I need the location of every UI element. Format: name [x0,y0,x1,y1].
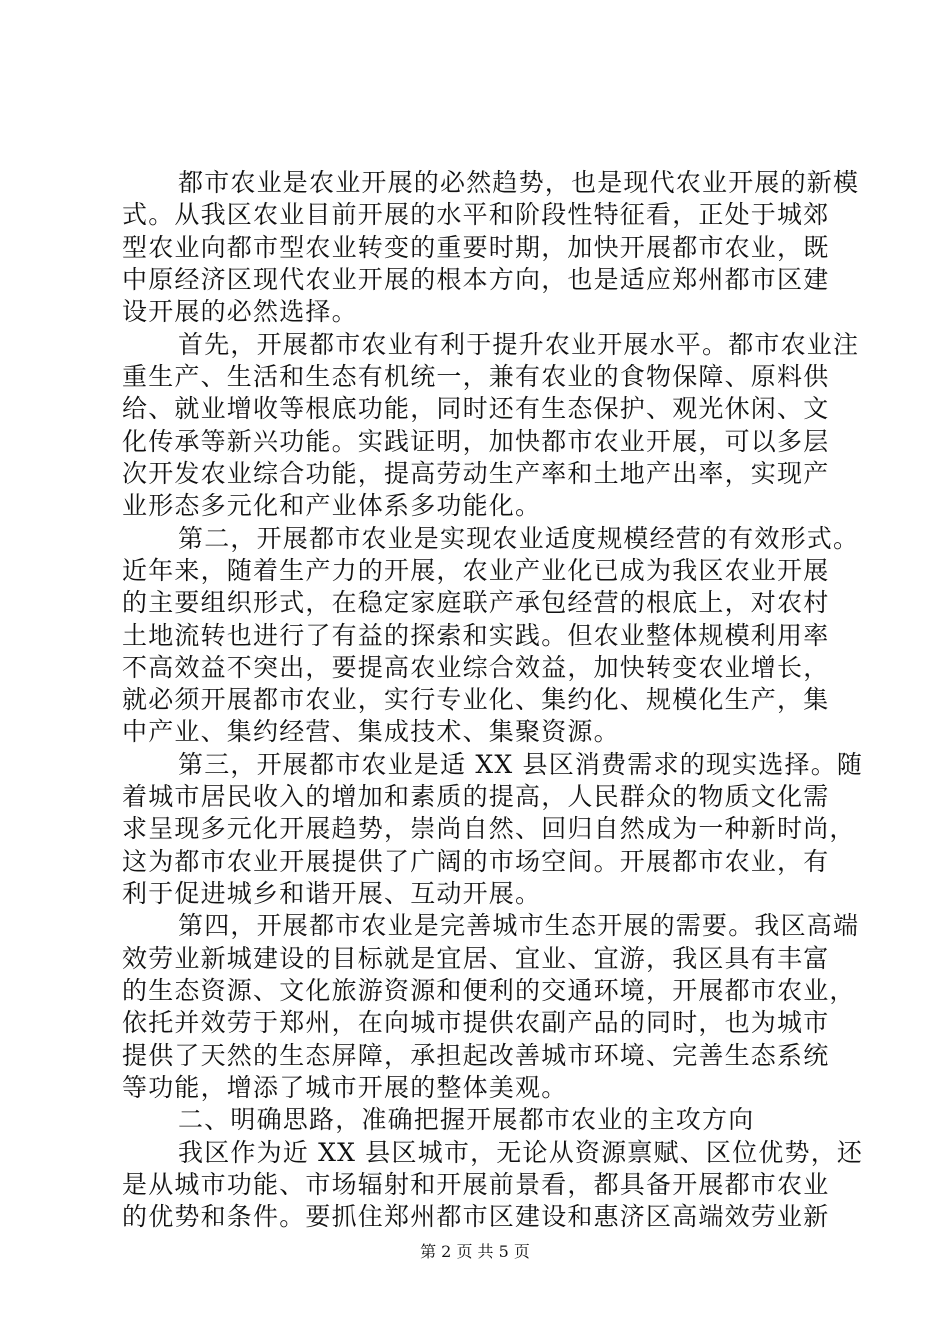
text-line: 这为都市农业开展提供了广阔的市场空间。开展都市农业，有 [122,847,830,876]
text-line: 依托并效劳于郑州，在向城市提供农副产品的同时，也为城市 [122,1008,830,1037]
text-line: 给、就业增收等根底功能，同时还有生态保护、观光休闲、文 [122,394,830,423]
text-line: 着城市居民收入的增加和素质的提高，人民群众的物质文化需 [122,782,830,811]
text-line: 式。从我区农业目前开展的水平和阶段性特征看，正处于城郊 [122,200,830,229]
text-line: 设开展的必然选择。 [122,297,358,326]
text-line: 首先，开展都市农业有利于提升农业开展水平。都市农业注 [178,330,860,359]
text-line: 业形态多元化和产业体系多功能化。 [122,491,542,520]
text-line: 第四，开展都市农业是完善城市生态开展的需要。我区高端 [178,911,860,940]
text-line: 的生态资源、文化旅游资源和便利的交通环境，开展都市农业， [122,976,856,1005]
text-line: 提供了天然的生态屏障，承担起改善城市环境、完善生态系统 [122,1041,830,1070]
text-line: 型农业向都市型农业转变的重要时期，加快开展都市农业，既 [122,233,830,262]
text-line: 近年来，随着生产力的开展，农业产业化已成为我区农业开展 [122,556,830,585]
text-line: 我区作为近 XX 县区城市，无论从资源禀赋、区位优势，还 [178,1138,864,1167]
text-line: 二、明确思路，准确把握开展都市农业的主攻方向 [178,1105,755,1134]
text-line: 第三，开展都市农业是适 XX 县区消费需求的现实选择。随 [178,750,864,779]
text-line: 化传承等新兴功能。实践证明，加快都市农业开展，可以多层 [122,427,830,456]
text-line: 的主要组织形式，在稳定家庭联产承包经营的根底上，对农村 [122,588,830,617]
text-line: 等功能，增添了城市开展的整体美观。 [122,1073,568,1102]
text-line: 效劳业新城建设的目标就是宜居、宜业、宜游，我区具有丰富 [122,944,830,973]
text-line: 求呈现多元化开展趋势，崇尚自然、回归自然成为一种新时尚， [122,814,856,843]
text-line: 重生产、生活和生态有机统一，兼有农业的食物保障、原料供 [122,362,830,391]
text-line: 次开发农业综合功能，提高劳动生产率和土地产出率，实现产 [122,459,830,488]
text-line: 土地流转也进行了有益的探索和实践。但农业整体规模利用率 [122,621,830,650]
text-line: 不高效益不突出，要提高农业综合效益，加快转变农业增长， [122,653,830,682]
text-line: 中原经济区现代农业开展的根本方向，也是适应郑州都市区建 [122,265,830,294]
text-line: 中产业、集约经营、集成技术、集聚资源。 [122,717,620,746]
text-line: 的优势和条件。要抓住郑州都市区建设和惠济区高端效劳业新 [122,1202,830,1231]
text-line: 第二，开展都市农业是实现农业适度规模经营的有效形式。 [178,524,860,553]
text-line: 都市农业是农业开展的必然趋势，也是现代农业开展的新模 [178,168,860,197]
page-footer: 第 2 页 共 5 页 [420,1242,530,1261]
text-line: 利于促进城乡和谐开展、互动开展。 [122,879,542,908]
text-line: 是从城市功能、市场辐射和开展前景看，都具备开展都市农业 [122,1170,830,1199]
text-line: 就必须开展都市农业，实行专业化、集约化、规模化生产，集 [122,685,830,714]
